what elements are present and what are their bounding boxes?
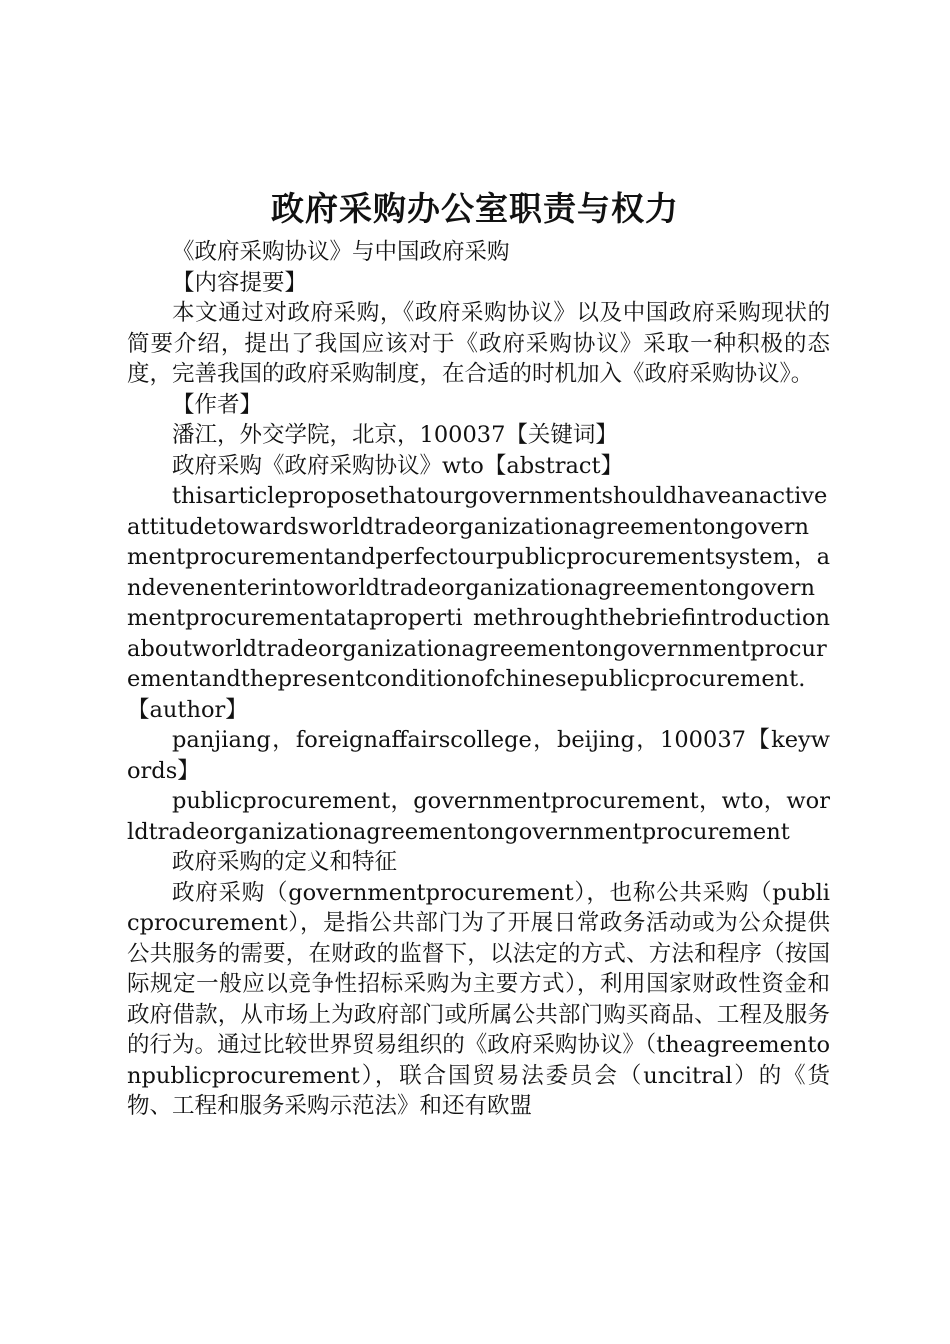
keywords-paragraph: 政府采购《政府采购协议》wto【abstract】 — [172, 452, 624, 479]
author-paragraph: 潘江，外交学院，北京，100037【关键词】 — [172, 422, 618, 448]
english-keywords-paragraph: publicprocurement，governmentprocurement，wto，worldtradeorganizationagreementongovernmentprocurement — [127, 788, 830, 845]
section-heading: 政府采购的定义和特征 — [172, 849, 398, 875]
english-author-heading: 【author】 — [127, 696, 248, 723]
summary-heading: 【内容提要】 — [172, 269, 308, 296]
summary-paragraph: 本文通过对政府采购，《政府采购协议》以及中国政府采购现状的简要介绍，提出了我国应该对于《政府采购协议》采取一种积极的态度，完善我国的政府采购制度，在合适的时机加入《政府采购协议》。 — [127, 300, 830, 387]
subtitle-paragraph: 《政府采购协议》与中国政府采购 — [172, 239, 510, 265]
document-body — [127, 237, 830, 1122]
author-heading: 【作者】 — [172, 391, 263, 418]
english-abstract-paragraph: thisarticleproposethatourgovernmentshouldhaveanactiveattitudetowardsworldtradeorganizationagreementongovernmentprocurementandperfectourpublicprocurementsystem，andevenenterintoworldtradeorganizationagreementongovernmentprocurementataproperti methroughthebriefintroductionaboutworldtradeorganizationagreementongovernmentprocurementandthepresentconditionofchinesepublicprocurement. — [127, 483, 830, 692]
english-author-paragraph: panjiang，foreignaffairscollege，beijing，100037【keywords】 — [127, 727, 830, 784]
document-title: 政府采购办公室职责与权力 — [271, 189, 679, 228]
definition-paragraph: 政府采购（governmentprocurement），也称公共采购（publicprocurement），是指公共部门为了开展日常政务活动或为公众提供公共服务的需要，在财政的监督下，以法定的方式、方法和程序（按国际规定一般应以竞争性招标采购为主要方式），利用国家财政性资金和政府借款，从市场上为政府部门或所属公共部门购买商品、工程及服务的行为。通过比较世界贸易组织的《政府采购协议》（theagreementonpublicprocurement），联合国贸易法委员会（uncitral）的《货物、工程和服务采购示范法》和还有欧盟 — [127, 879, 830, 1119]
